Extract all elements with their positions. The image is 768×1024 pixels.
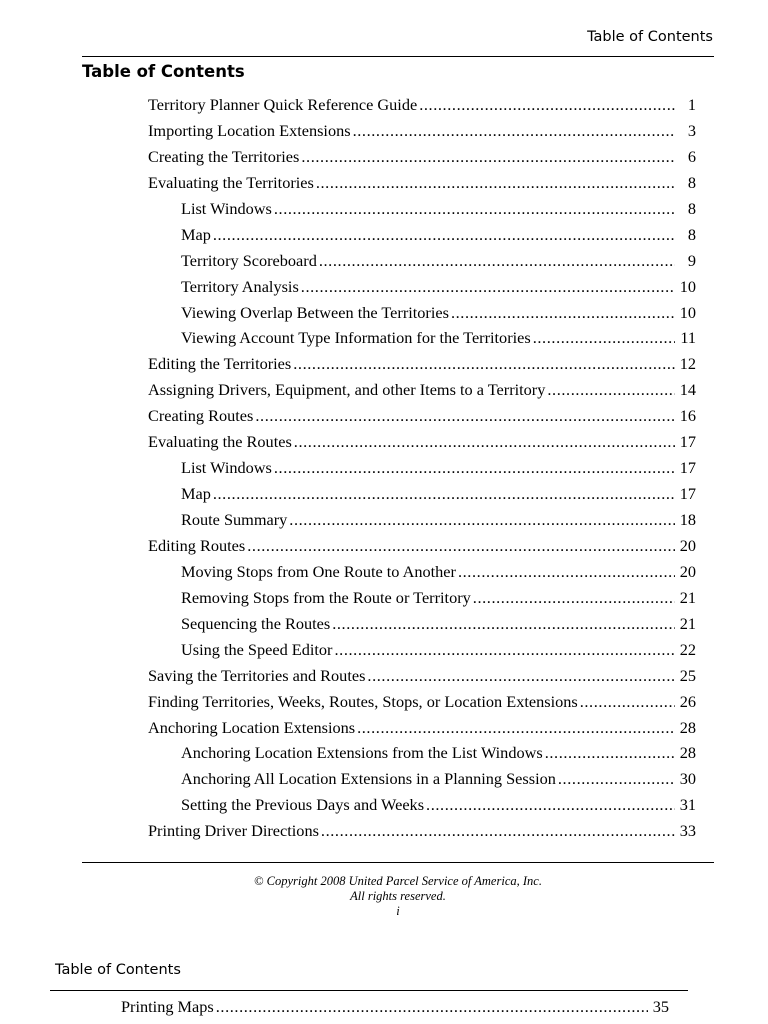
toc-dot-leader [353, 118, 675, 144]
toc-entry[interactable] [121, 994, 669, 1020]
toc-dot-leader [545, 740, 675, 766]
toc-entry[interactable] [148, 222, 696, 248]
toc-entry[interactable] [148, 663, 696, 689]
toc-entry[interactable] [148, 637, 696, 663]
toc-dot-leader [289, 507, 675, 533]
toc-entry[interactable] [148, 818, 696, 844]
toc-entry[interactable] [148, 507, 696, 533]
toc-entry[interactable] [148, 144, 696, 170]
toc-dot-leader [334, 637, 675, 663]
toc-entry[interactable] [148, 170, 696, 196]
toc-entry-page: 31 [679, 795, 696, 815]
toc-dot-leader [419, 92, 675, 118]
page-number: i [396, 904, 400, 918]
toc-entry[interactable] [148, 585, 696, 611]
toc-entry-page: 10 [679, 276, 696, 296]
toc-entry-page: 28 [679, 743, 696, 763]
toc-dot-leader [473, 585, 675, 611]
toc-entry-title: Map [181, 484, 211, 504]
toc-entry[interactable] [148, 325, 696, 351]
toc-entry[interactable] [148, 455, 696, 481]
toc-entry-page: 16 [679, 406, 696, 426]
toc-entry[interactable] [148, 689, 696, 715]
toc-dot-leader [458, 559, 675, 585]
toc-entry-title: Finding Territories, Weeks, Routes, Stops, or Location Extensions [148, 691, 578, 711]
toc-entry-title: Anchoring Location Extensions from the List Windows [181, 743, 543, 763]
toc-entry-title: Evaluating the Territories [148, 172, 314, 192]
toc-entry-title: Using the Speed Editor [181, 639, 333, 659]
toc-entry-page: 25 [679, 665, 696, 685]
toc-dot-leader [274, 455, 675, 481]
toc-dot-leader [451, 300, 675, 326]
toc-entry-title: Sequencing the Routes [181, 613, 331, 633]
toc-dot-leader [293, 351, 675, 377]
toc-entry[interactable] [148, 792, 696, 818]
toc-entry-title: Assigning Drivers, Equipment, and other Items to a Territory [148, 380, 546, 400]
toc-entry[interactable] [148, 559, 696, 585]
toc-dot-leader [274, 196, 675, 222]
toc-entry[interactable] [148, 300, 696, 326]
toc-entry[interactable] [148, 611, 696, 637]
toc-dot-leader [294, 429, 675, 455]
toc-entry-title: Editing the Territories [148, 354, 292, 374]
toc-dot-leader [213, 222, 675, 248]
toc-entry-title: Viewing Account Type Information for the Territories [181, 328, 531, 348]
toc-entry-title: Setting the Previous Days and Weeks [181, 795, 425, 815]
toc-entry-title: Removing Stops from the Route or Territory [181, 587, 471, 607]
toc-entry[interactable] [148, 92, 696, 118]
toc-entry-page: 14 [679, 380, 696, 400]
toc-dot-leader [367, 663, 675, 689]
running-header-title: Table of Contents [587, 29, 713, 45]
toc-entry[interactable] [148, 403, 696, 429]
copyright-line: © Copyright 2008 United Parcel Service of America, Inc. [254, 874, 542, 888]
toc-entry-title: Territory Scoreboard [181, 250, 317, 270]
next-page-toc-list [121, 994, 669, 1020]
toc-dot-leader [533, 325, 675, 351]
next-page-header-rule [50, 990, 688, 991]
rights-line: All rights reserved. [350, 889, 446, 903]
toc-entry-page: 22 [679, 639, 696, 659]
toc-entry-page: 10 [679, 302, 696, 322]
toc-entry-page: 8 [687, 172, 696, 192]
toc-entry-title: Printing Driver Directions [148, 821, 319, 841]
toc-entry-page: 35 [652, 997, 669, 1016]
toc-entry-page: 17 [679, 432, 696, 452]
toc-dot-leader [316, 170, 675, 196]
toc-entry-page: 17 [679, 458, 696, 478]
toc-entry-page: 21 [679, 587, 696, 607]
toc-entry[interactable] [148, 248, 696, 274]
toc-entry[interactable] [148, 766, 696, 792]
toc-dot-leader [580, 689, 675, 715]
toc-entry[interactable] [148, 377, 696, 403]
toc-entry-page: 9 [687, 250, 696, 270]
toc-entry[interactable] [148, 715, 696, 741]
toc-entry-title: Route Summary [181, 510, 288, 529]
toc-entry[interactable] [148, 274, 696, 300]
toc-entry[interactable] [148, 196, 696, 222]
toc-entry[interactable] [148, 740, 696, 766]
toc-entry[interactable] [148, 429, 696, 455]
toc-entry-page: 20 [679, 561, 696, 581]
toc-entry-title: Importing Location Extensions [148, 120, 351, 140]
toc-entry[interactable] [148, 481, 696, 507]
toc-dot-leader [321, 818, 675, 844]
toc-entry-title: List Windows [181, 198, 272, 218]
toc-dot-leader [213, 481, 675, 507]
toc-entry-page: 18 [679, 510, 696, 529]
toc-entry-title: Evaluating the Routes [148, 432, 292, 452]
toc-entry-page: 6 [687, 146, 696, 166]
toc-entry-page: 8 [687, 198, 696, 218]
toc-entry-page: 28 [679, 717, 696, 737]
toc-list [148, 92, 696, 844]
toc-dot-leader [216, 994, 648, 1020]
toc-entry-page: 12 [679, 354, 696, 374]
toc-heading: Table of Contents [82, 62, 245, 81]
toc-entry-title: List Windows [181, 458, 272, 478]
toc-entry-title: Territory Planner Quick Reference Guide [148, 95, 418, 114]
toc-entry-title: Anchoring Location Extensions [148, 717, 356, 737]
toc-entry-page: 11 [680, 328, 696, 348]
toc-entry-page: 8 [687, 224, 696, 244]
header-rule [82, 56, 714, 57]
toc-entry[interactable] [148, 118, 696, 144]
toc-dot-leader [357, 715, 675, 741]
footer-rule [82, 862, 714, 863]
toc-dot-leader [426, 792, 675, 818]
toc-dot-leader [332, 611, 675, 637]
toc-entry-page: 21 [679, 613, 696, 633]
toc-entry-page: 30 [679, 769, 696, 789]
toc-dot-leader [319, 248, 675, 274]
toc-dot-leader [301, 274, 675, 300]
toc-entry[interactable] [148, 351, 696, 377]
toc-dot-leader [255, 403, 675, 429]
toc-entry-title: Territory Analysis [181, 276, 299, 296]
toc-entry-page: 1 [687, 95, 696, 114]
toc-entry[interactable] [148, 533, 696, 559]
toc-entry-page: 20 [679, 535, 696, 555]
toc-dot-leader [547, 377, 675, 403]
toc-dot-leader [301, 144, 675, 170]
toc-entry-title: Saving the Territories and Routes [148, 665, 366, 685]
toc-entry-page: 3 [687, 120, 696, 140]
toc-entry-title: Moving Stops from One Route to Another [181, 561, 456, 581]
toc-entry-title: Printing Maps [121, 997, 214, 1016]
toc-entry-title: Viewing Overlap Between the Territories [181, 302, 449, 322]
next-page-running-title: Table of Contents [55, 962, 181, 978]
toc-entry-title: Editing Routes [148, 535, 246, 555]
toc-dot-leader [558, 766, 675, 792]
toc-entry-title: Map [181, 224, 211, 244]
toc-entry-title: Creating Routes [148, 406, 254, 426]
toc-entry-page: 26 [679, 691, 696, 711]
toc-dot-leader [247, 533, 675, 559]
toc-entry-title: Anchoring All Location Extensions in a Planning Session [181, 769, 556, 789]
toc-entry-page: 33 [679, 821, 696, 841]
page-footer [82, 874, 714, 919]
toc-entry-page: 17 [679, 484, 696, 504]
toc-entry-title: Creating the Territories [148, 146, 300, 166]
